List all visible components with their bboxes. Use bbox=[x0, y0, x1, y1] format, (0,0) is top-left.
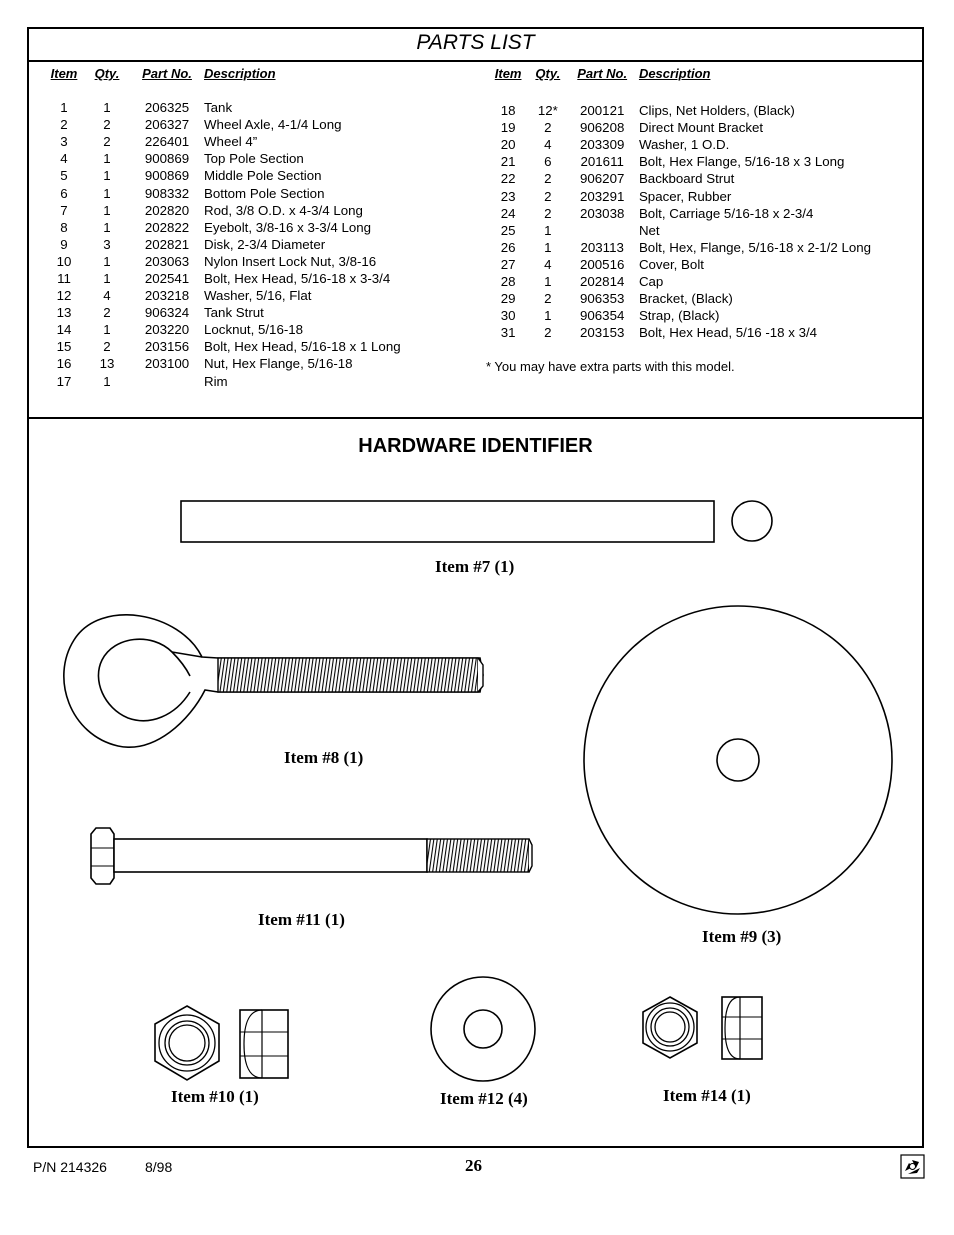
row-item-cell: 13 bbox=[56, 305, 72, 321]
row-part-no-cell: 201611 bbox=[580, 154, 624, 170]
row-item-cell: 31 bbox=[500, 325, 516, 341]
row-description-cell: Bolt, Hex Head, 5/16 -18 x 3/4 bbox=[638, 325, 818, 341]
row-part-no-cell: 202821 bbox=[144, 236, 190, 252]
label-item-9: Item #9 (3) bbox=[702, 927, 782, 946]
row-qty-cell: 1 bbox=[103, 100, 111, 116]
row-qty-cell: 1 bbox=[103, 168, 111, 184]
label-item-10: Item #10 (1) bbox=[171, 1087, 259, 1106]
row-qty-cell: 1 bbox=[544, 239, 552, 255]
row-part-no-cell: 203220 bbox=[144, 322, 190, 338]
row-part-no-cell: 203063 bbox=[144, 253, 190, 269]
row-item-cell: 12 bbox=[56, 288, 72, 304]
row-qty-cell: 6 bbox=[544, 154, 552, 170]
row-part-no-cell: 906353 bbox=[580, 291, 625, 307]
row-item-cell: 29 bbox=[500, 291, 516, 307]
row-part-no-cell: 203218 bbox=[144, 288, 190, 304]
disk-item-9-drawing bbox=[584, 606, 892, 914]
row-part-no-cell: 200516 bbox=[580, 256, 625, 272]
footer-part-number: P/N 214326 bbox=[33, 1159, 107, 1175]
row-description-cell: Washer, 1 O.D. bbox=[638, 137, 730, 153]
row-item-cell: 8 bbox=[60, 219, 68, 235]
row-description-cell: Cover, Bolt bbox=[638, 256, 704, 272]
row-description-cell: Strap, (Black) bbox=[638, 308, 720, 324]
row-qty-cell: 2 bbox=[544, 171, 552, 187]
row-description-cell: Nylon Insert Lock Nut, 3/8-16 bbox=[204, 253, 377, 269]
row-qty-cell: 1 bbox=[103, 202, 111, 218]
row-item-cell: 22 bbox=[500, 171, 516, 187]
row-item-cell: 17 bbox=[56, 373, 72, 389]
row-part-no-cell: 908332 bbox=[144, 185, 190, 201]
header-qty: Qty. bbox=[94, 66, 120, 81]
header-qty: Qty. bbox=[535, 66, 561, 81]
row-part-no-cell: 906324 bbox=[144, 305, 190, 321]
row-part-no-cell: 202541 bbox=[144, 270, 190, 286]
row-item-cell: 25 bbox=[500, 222, 516, 238]
parts-footnote: * You may have extra parts with this model. bbox=[486, 359, 735, 374]
row-item-cell: 10 bbox=[56, 253, 72, 269]
row-description-cell: Washer, 5/16, Flat bbox=[204, 288, 312, 304]
row-item-cell: 11 bbox=[57, 270, 71, 286]
row-qty-cell: 2 bbox=[544, 291, 552, 307]
row-item-cell: 27 bbox=[500, 256, 516, 272]
row-description-cell: Bolt, Hex Flange, 5/16-18 x 3 Long bbox=[638, 154, 845, 170]
row-item-cell: 15 bbox=[56, 339, 72, 355]
row-description-cell: Backboard Strut bbox=[638, 171, 735, 187]
row-qty-cell: 4 bbox=[544, 256, 552, 272]
label-item-14: Item #14 (1) bbox=[663, 1086, 751, 1105]
row-qty-cell: 2 bbox=[544, 205, 552, 221]
row-description-cell: Top Pole Section bbox=[204, 151, 304, 167]
row-qty-cell: 2 bbox=[103, 134, 111, 150]
row-item-cell: 26 bbox=[500, 239, 516, 255]
row-part-no-cell: 202822 bbox=[144, 219, 190, 235]
row-description-cell: Eyebolt, 3/8-16 x 3-3/4 Long bbox=[204, 219, 372, 235]
row-item-cell: 14 bbox=[56, 322, 72, 338]
parts-list-title: PARTS LIST bbox=[416, 31, 535, 54]
row-description-cell: Bracket, (Black) bbox=[638, 291, 733, 307]
row-item-cell: 7 bbox=[60, 202, 68, 218]
row-part-no-cell: 203113 bbox=[580, 239, 624, 255]
row-part-no-cell: 906354 bbox=[580, 308, 625, 324]
label-item-11: Item #11 (1) bbox=[258, 910, 345, 929]
label-item-7: Item #7 (1) bbox=[435, 557, 515, 576]
row-description-cell: Nut, Hex Flange, 5/16-18 bbox=[204, 356, 353, 372]
row-description-cell: Bolt, Hex Head, 5/16-18 x 3-3/4 bbox=[204, 270, 391, 286]
header-part-no: Part No. bbox=[142, 66, 192, 81]
header-item: Item bbox=[494, 66, 522, 81]
row-qty-cell: 2 bbox=[544, 188, 552, 204]
row-item-cell: 5 bbox=[60, 168, 68, 184]
locknut-item-14-drawing bbox=[643, 997, 762, 1059]
row-qty-cell: 2 bbox=[544, 120, 552, 136]
row-part-no-cell: 203153 bbox=[580, 325, 625, 341]
row-description-cell: Bottom Pole Section bbox=[204, 185, 325, 201]
row-qty-cell: 1 bbox=[103, 185, 111, 201]
label-item-8: Item #8 (1) bbox=[284, 748, 364, 767]
row-item-cell: 3 bbox=[60, 134, 68, 150]
header-part-no: Part No. bbox=[577, 66, 628, 81]
row-qty-cell: 1 bbox=[103, 219, 111, 235]
row-qty-cell: 13 bbox=[99, 356, 115, 372]
row-description-cell: Middle Pole Section bbox=[204, 168, 322, 184]
row-part-no-cell: 226401 bbox=[144, 134, 190, 150]
row-part-no-cell: 203156 bbox=[144, 339, 190, 355]
row-qty-cell: 1 bbox=[103, 270, 111, 286]
row-part-no-cell: 202820 bbox=[144, 202, 190, 218]
row-part-no-cell: 202814 bbox=[580, 273, 625, 289]
row-qty-cell: 2 bbox=[544, 325, 552, 341]
header-item: Item bbox=[50, 66, 78, 81]
row-item-cell: 9 bbox=[60, 236, 68, 252]
row-item-cell: 2 bbox=[60, 117, 68, 133]
row-description-cell: Direct Mount Bracket bbox=[638, 120, 764, 136]
row-item-cell: 4 bbox=[60, 151, 68, 167]
page-number: 26 bbox=[465, 1156, 482, 1175]
row-item-cell: 20 bbox=[500, 137, 516, 153]
row-part-no-cell: 906208 bbox=[580, 120, 625, 136]
row-item-cell: 28 bbox=[500, 273, 516, 289]
row-description-cell: Tank Strut bbox=[204, 305, 264, 321]
row-item-cell: 30 bbox=[500, 308, 516, 324]
row-qty-cell: 4 bbox=[544, 137, 552, 153]
row-qty-cell: 1 bbox=[544, 308, 552, 324]
row-description-cell: Wheel Axle, 4-1/4 Long bbox=[204, 117, 342, 133]
footer-date: 8/98 bbox=[145, 1159, 173, 1175]
row-item-cell: 19 bbox=[500, 120, 516, 136]
row-item-cell: 18 bbox=[500, 103, 516, 119]
row-part-no-cell: 206325 bbox=[144, 100, 190, 116]
row-qty-cell: 1 bbox=[544, 273, 552, 289]
row-part-no-cell: 906207 bbox=[580, 171, 625, 187]
row-description-cell: Disk, 2-3/4 Diameter bbox=[204, 236, 326, 252]
row-part-no-cell: 203038 bbox=[580, 205, 625, 221]
row-part-no-cell: 203309 bbox=[580, 137, 625, 153]
row-item-cell: 6 bbox=[60, 185, 68, 201]
header-description: Description bbox=[638, 66, 711, 81]
row-qty-cell: 2 bbox=[103, 117, 111, 133]
washer-item-12-drawing bbox=[431, 977, 535, 1081]
row-description-cell: Net bbox=[638, 222, 660, 238]
label-item-12: Item #12 (4) bbox=[440, 1089, 528, 1108]
row-description-cell: Locknut, 5/16-18 bbox=[204, 322, 304, 338]
row-description-cell: Rim bbox=[204, 373, 228, 389]
row-part-no-cell: 206327 bbox=[144, 117, 190, 133]
row-qty-cell: 4 bbox=[103, 288, 111, 304]
row-item-cell: 24 bbox=[500, 205, 516, 221]
row-qty-cell: 3 bbox=[103, 236, 111, 252]
rod-item-7-drawing bbox=[181, 501, 772, 542]
row-item-cell: 1 bbox=[60, 100, 68, 116]
recycle-logo-icon bbox=[900, 1154, 925, 1179]
lock-nut-item-10-drawing bbox=[155, 1006, 288, 1080]
row-qty-cell: 12* bbox=[537, 103, 558, 119]
row-part-no-cell: 900869 bbox=[144, 168, 190, 184]
row-qty-cell: 1 bbox=[103, 253, 111, 269]
header-description: Description bbox=[204, 66, 276, 81]
row-qty-cell: 2 bbox=[103, 305, 111, 321]
row-qty-cell: 1 bbox=[103, 322, 111, 338]
row-qty-cell: 2 bbox=[103, 339, 111, 355]
row-description-cell: Bolt, Carriage 5/16-18 x 2-3/4 bbox=[638, 205, 814, 221]
row-description-cell: Wheel 4” bbox=[204, 134, 258, 150]
row-description-cell: Tank bbox=[204, 100, 233, 116]
row-qty-cell: 1 bbox=[103, 373, 111, 389]
row-item-cell: 23 bbox=[500, 188, 516, 204]
row-qty-cell: 1 bbox=[103, 151, 111, 167]
row-part-no-cell: 900869 bbox=[144, 151, 190, 167]
hardware-identifier-title: HARDWARE IDENTIFIER bbox=[358, 435, 593, 457]
row-part-no-cell: 200121 bbox=[580, 103, 625, 119]
hex-bolt-item-11-drawing bbox=[91, 828, 532, 884]
row-description-cell: Clips, Net Holders, (Black) bbox=[638, 103, 795, 119]
row-item-cell: 21 bbox=[500, 154, 516, 170]
row-description-cell: Spacer, Rubber bbox=[638, 188, 732, 204]
row-part-no-cell: 203291 bbox=[580, 188, 625, 204]
row-description-cell: Cap bbox=[638, 273, 664, 289]
row-description-cell: Bolt, Hex, Flange, 5/16-18 x 2-1/2 Long bbox=[638, 239, 872, 255]
eyebolt-item-8-drawing bbox=[64, 615, 483, 747]
row-description-cell: Rod, 3/8 O.D. x 4-3/4 Long bbox=[204, 202, 363, 218]
row-part-no-cell: 203100 bbox=[144, 356, 190, 372]
row-item-cell: 16 bbox=[56, 356, 72, 372]
row-qty-cell: 1 bbox=[544, 222, 552, 238]
row-description-cell: Bolt, Hex Head, 5/16-18 x 1 Long bbox=[204, 339, 401, 355]
